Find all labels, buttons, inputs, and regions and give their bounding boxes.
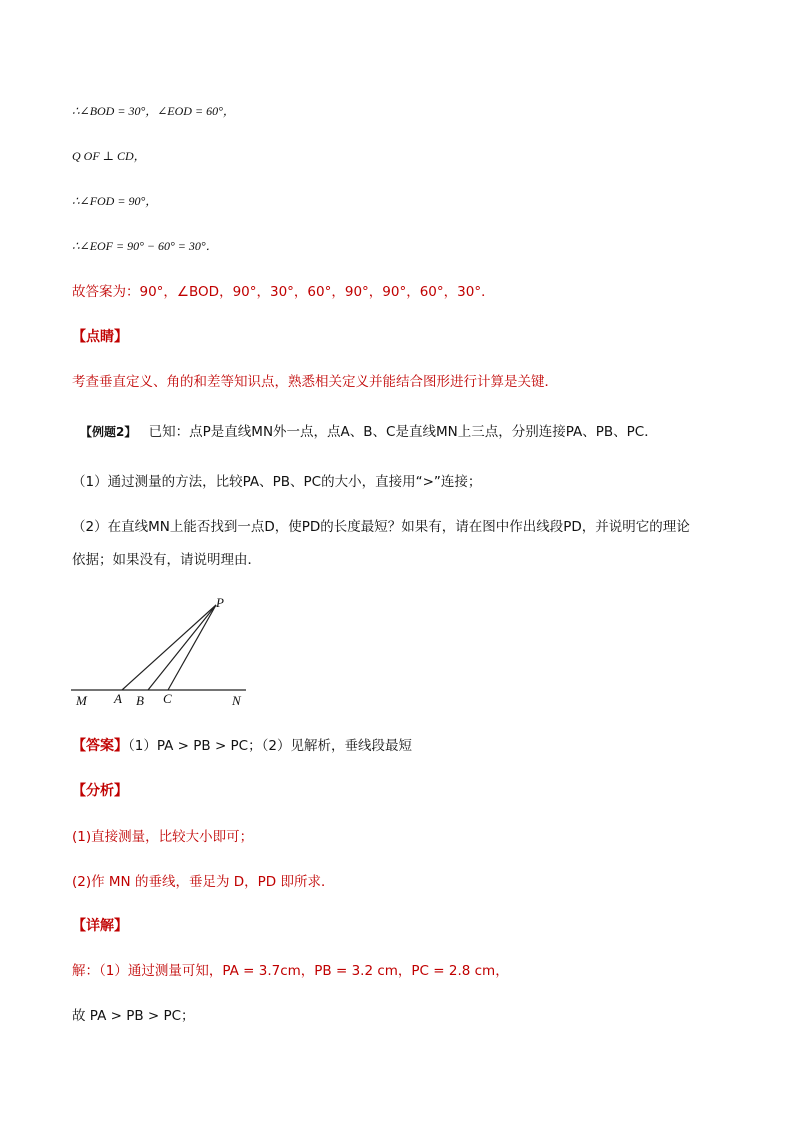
label-b: B — [136, 693, 144, 708]
analysis-heading: 【分析】 — [72, 783, 128, 799]
answer-summary: 故答案为：90°，∠BOD，90°，30°，60°，90°，90°，60°，30°． — [72, 284, 495, 300]
answer-line — [72, 736, 412, 756]
question-2-line-1: （2）在直线MN上能否找到一点D，使PD的长度最短？如果有，请在图中作出线段PD，并说明它的理论 — [72, 519, 690, 535]
detail-2: 故 PA > PB > PC； — [72, 1008, 195, 1024]
label-c: C — [163, 691, 172, 706]
analysis-1: (1)直接测量，比较大小即可； — [72, 829, 254, 845]
proof-step-4: ∴∠EOF = 90° − 60° = 30°． — [72, 239, 218, 253]
proof-step-1: ∴∠BOD = 30°，∠EOD = 60°， — [72, 104, 235, 118]
example-text: 已知：点P是直线MN外一点，点A、B、C是直线MN上三点，分别连接PA、PB、PC． — [148, 424, 658, 440]
example-tag: 【例题2】 — [80, 425, 137, 439]
detail-1: 解：（1）通过测量可知，PA = 3.7cm，PB = 3.2 cm，PC = 2.8 cm， — [72, 963, 509, 979]
segment-pb — [148, 605, 216, 690]
analysis-2: (2)作 MN 的垂线，垂足为 D，PD 即所求． — [72, 874, 335, 890]
geometry-figure — [66, 595, 256, 715]
answer-text: （1）PA > PB > PC；（2）见解析，垂线段最短 — [128, 738, 412, 754]
label-m: M — [76, 693, 87, 708]
segment-pc — [168, 605, 216, 690]
question-2-line-2: 依据；如果没有，请说明理由． — [72, 552, 261, 568]
label-n: N — [232, 693, 241, 708]
answer-tag: 【答案】 — [72, 738, 128, 754]
label-p: P — [216, 595, 224, 610]
comment-heading: 【点睛】 — [72, 329, 128, 345]
question-1: （1）通过测量的方法，比较PA、PB、PC的大小，直接用“>”连接； — [72, 474, 482, 490]
proof-step-3: ∴∠FOD = 90°， — [72, 194, 158, 208]
detail-heading: 【详解】 — [72, 918, 128, 934]
comment-text: 考查垂直定义、角的和差等知识点，熟悉相关定义并能结合图形进行计算是关键． — [72, 374, 558, 390]
example-2 — [80, 422, 658, 442]
proof-step-2: Q OF ⊥ CD， — [72, 149, 146, 163]
segment-pa — [122, 605, 216, 690]
label-a: A — [114, 691, 122, 706]
